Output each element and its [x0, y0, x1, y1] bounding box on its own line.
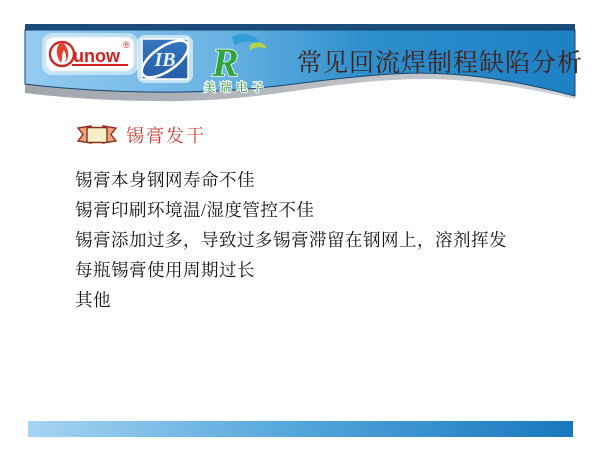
list-item: 每瓶锡膏使用周期过长 [75, 260, 255, 280]
ribbon-icon [77, 123, 117, 147]
page-title: 常见回流焊制程缺陷分析 [297, 50, 584, 77]
meirui-caption: 美瑞电子 [204, 82, 268, 94]
meirui-glyph: R [212, 40, 239, 85]
nb-logo [136, 34, 194, 85]
registered-mark-icon: ® [123, 40, 130, 50]
sunow-wordmark: unow [73, 46, 120, 66]
list-item: 锡膏添加过多，导致过多锡膏滞留在钢网上，溶剂挥发 [75, 230, 507, 250]
section-heading: 锡膏发干 [126, 126, 206, 146]
list-item: 其他 [75, 290, 111, 310]
bullet-list [75, 165, 507, 315]
nb-letters: IB [154, 49, 176, 71]
section-heading-row [77, 122, 206, 148]
sunow-logo [42, 33, 138, 75]
list-item: 锡膏印刷环境温/湿度管控不佳 [75, 200, 315, 220]
bottom-bar [28, 421, 573, 437]
list-item: 锡膏本身钢网寿命不佳 [75, 170, 255, 190]
